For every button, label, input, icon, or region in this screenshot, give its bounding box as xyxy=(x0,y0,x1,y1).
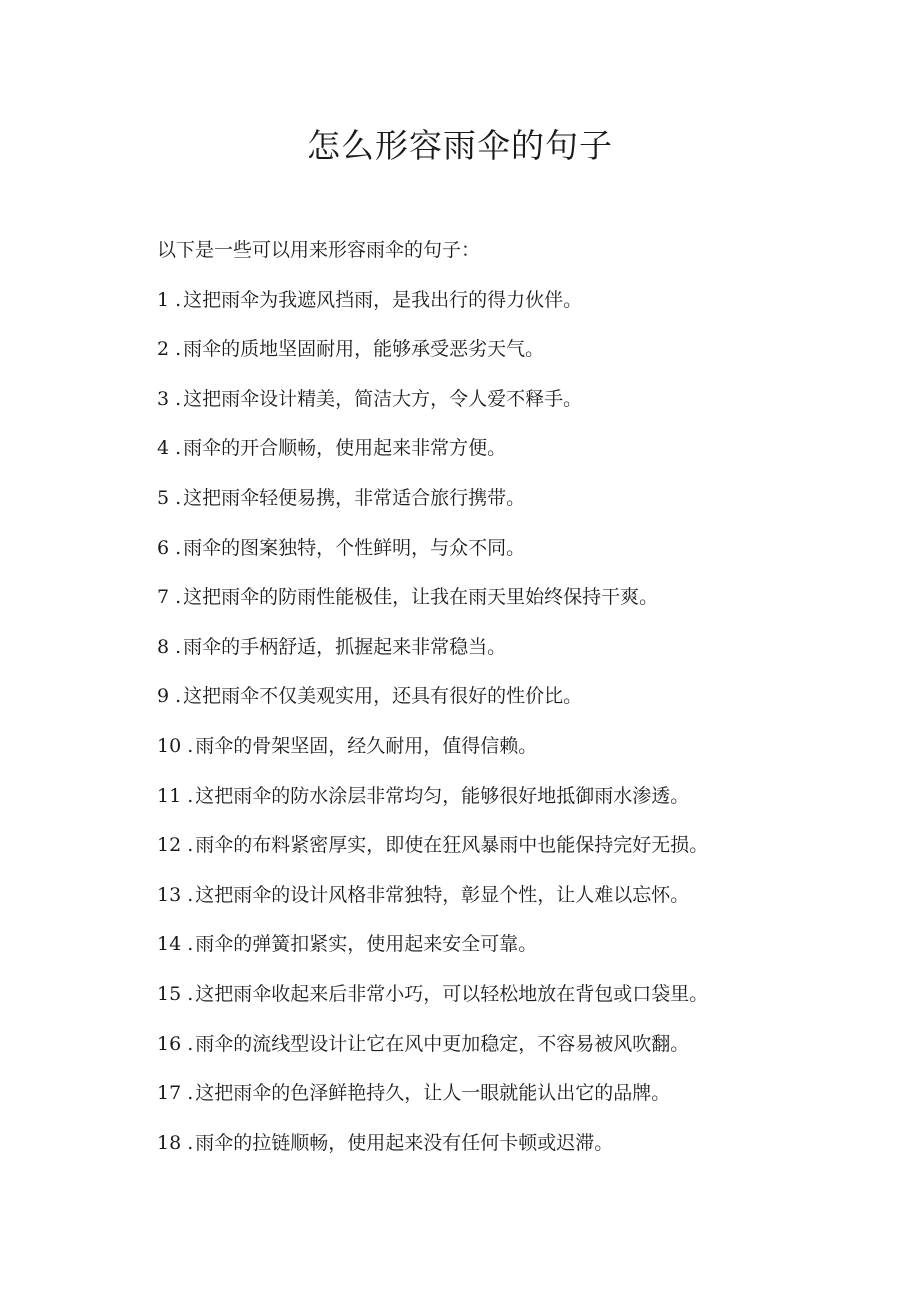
item-separator: . xyxy=(175,635,182,658)
item-separator: . xyxy=(175,586,182,609)
item-text: 这把雨伞为我遮风挡雨，是我出行的得力伙伴。 xyxy=(183,288,583,311)
item-separator: . xyxy=(187,1032,194,1055)
item-number: 14 xyxy=(157,933,182,956)
item-text: 雨伞的拉链顺畅，使用起来没有任何卡顿或迟滞。 xyxy=(195,1131,614,1154)
item-separator: . xyxy=(187,883,194,906)
item-number: 4 xyxy=(157,437,170,460)
list-item xyxy=(157,623,857,673)
item-text: 这把雨伞收起来后非常小巧，可以轻松地放在背包或口袋里。 xyxy=(195,982,709,1005)
item-number: 8 xyxy=(157,635,170,658)
item-separator: . xyxy=(175,486,182,509)
item-text: 这把雨伞轻便易携，非常适合旅行携带。 xyxy=(183,486,526,509)
item-separator: . xyxy=(175,437,182,460)
page-title: 怎么形容雨伞的句子 xyxy=(307,126,613,165)
item-number: 2 xyxy=(157,338,170,361)
item-text: 这把雨伞的防雨性能极佳，让我在雨天里始终保持干爽。 xyxy=(183,586,659,609)
item-separator: . xyxy=(175,288,182,311)
list-item xyxy=(157,1020,857,1070)
item-text: 这把雨伞不仅美观实用，还具有很好的性价比。 xyxy=(183,685,583,708)
intro-paragraph: 以下是一些可以用来形容雨伞的句子： xyxy=(157,239,481,261)
item-number: 6 xyxy=(157,536,170,559)
item-number: 18 xyxy=(157,1131,182,1154)
item-text: 雨伞的流线型设计让它在风中更加稳定，不容易被风吹翻。 xyxy=(195,1032,690,1055)
list-item xyxy=(157,821,857,871)
list-item xyxy=(157,474,857,524)
item-separator: . xyxy=(187,982,194,1005)
list-item xyxy=(157,970,857,1020)
item-text: 这把雨伞的防水涂层非常均匀，能够很好地抵御雨水渗透。 xyxy=(195,784,690,807)
list-item xyxy=(157,375,857,425)
item-number: 11 xyxy=(157,784,182,807)
item-number: 5 xyxy=(157,486,170,509)
list-item xyxy=(157,672,857,722)
item-text: 雨伞的图案独特，个性鲜明，与众不同。 xyxy=(183,536,526,559)
item-separator: . xyxy=(187,1131,194,1154)
list-item xyxy=(157,1069,857,1119)
item-text: 雨伞的弹簧扣紧实，使用起来安全可靠。 xyxy=(195,933,538,956)
list-item xyxy=(157,524,857,574)
item-separator: . xyxy=(175,536,182,559)
item-separator: . xyxy=(175,338,182,361)
item-number: 16 xyxy=(157,1032,182,1055)
item-number: 10 xyxy=(157,734,182,757)
list-item xyxy=(157,276,857,326)
item-number: 3 xyxy=(157,387,170,410)
item-text: 雨伞的质地坚固耐用，能够承受恶劣天气。 xyxy=(183,338,545,361)
item-number: 9 xyxy=(157,685,170,708)
item-separator: . xyxy=(175,387,182,410)
item-separator: . xyxy=(187,834,194,857)
item-text: 雨伞的布料紧密厚实，即使在狂风暴雨中也能保持完好无损。 xyxy=(195,834,709,857)
list-item xyxy=(157,871,857,921)
item-text: 这把雨伞设计精美，简洁大方，令人爱不释手。 xyxy=(183,387,583,410)
list-item xyxy=(157,772,857,822)
list-item xyxy=(157,1119,857,1169)
item-number: 17 xyxy=(157,1082,182,1105)
item-separator: . xyxy=(187,933,194,956)
list-item xyxy=(157,573,857,623)
list-item xyxy=(157,722,857,772)
list-item xyxy=(157,920,857,970)
item-separator: . xyxy=(187,734,194,757)
item-text: 这把雨伞的设计风格非常独特，彰显个性，让人难以忘怀。 xyxy=(195,883,690,906)
list-item xyxy=(157,325,857,375)
list-item xyxy=(157,424,857,474)
item-separator: . xyxy=(187,1082,194,1105)
item-text: 这把雨伞的色泽鲜艳持久，让人一眼就能认出它的品牌。 xyxy=(195,1082,671,1105)
item-number: 15 xyxy=(157,982,182,1005)
item-number: 1 xyxy=(157,288,170,311)
document-body xyxy=(157,226,857,1168)
item-text: 雨伞的开合顺畅，使用起来非常方便。 xyxy=(183,437,507,460)
item-number: 12 xyxy=(157,834,182,857)
item-text: 雨伞的手柄舒适，抓握起来非常稳当。 xyxy=(183,635,507,658)
item-separator: . xyxy=(175,685,182,708)
item-text: 雨伞的骨架坚固，经久耐用，值得信赖。 xyxy=(195,734,538,757)
sentence-list xyxy=(157,276,857,1169)
item-separator: . xyxy=(187,784,194,807)
item-number: 13 xyxy=(157,883,182,906)
item-number: 7 xyxy=(157,586,170,609)
